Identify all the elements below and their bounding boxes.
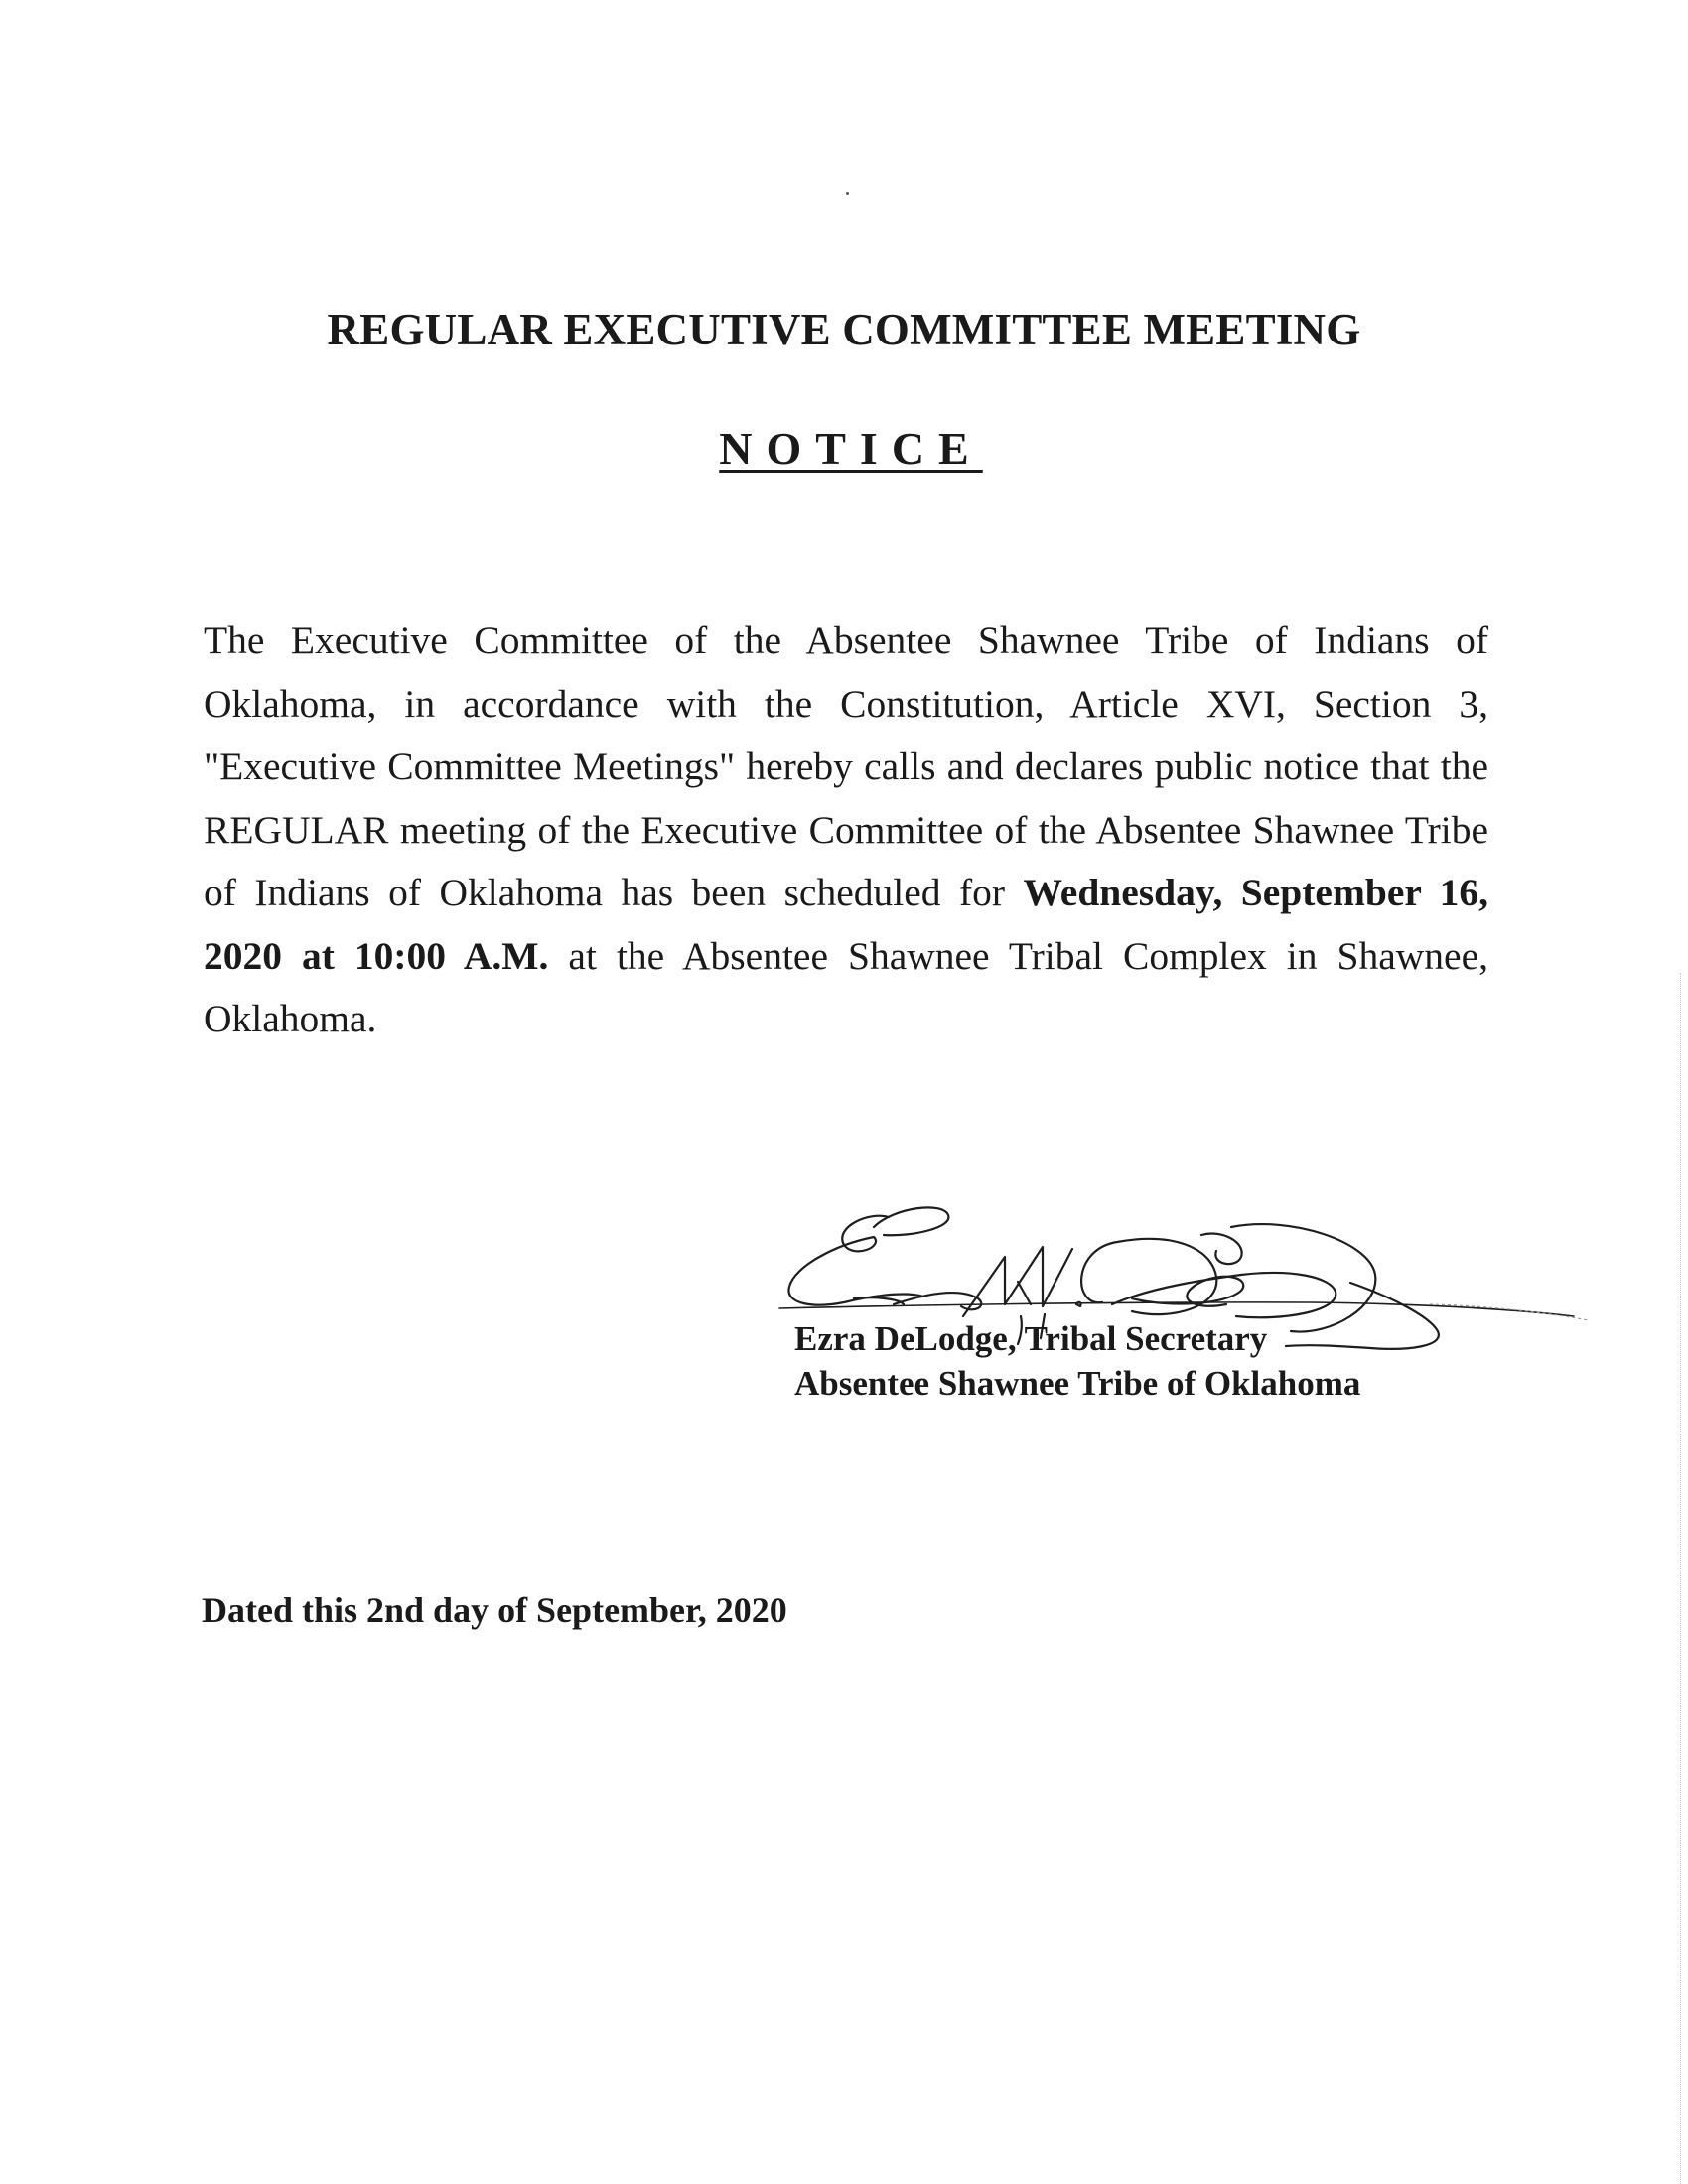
- scan-edge-artifact: [1680, 973, 1682, 2184]
- signatory-organization: Absentee Shawnee Tribe of Oklahoma: [794, 1364, 1361, 1403]
- notice-heading: [0, 421, 1688, 477]
- dated-line: Dated this 2nd day of September, 2020: [202, 1590, 787, 1630]
- signatory-name-title: Ezra DeLodge, Tribal Secretary: [794, 1319, 1268, 1358]
- notice-heading-text: NOTICE: [719, 423, 983, 474]
- notice-body-outro: at the Absentee Shawnee Tribal Complex in Shawnee, Oklahoma.: [204, 933, 1488, 1040]
- notice-body-intro: The Executive Committee of the Absentee Shawnee Tribe of Indians of Oklahoma, in accordance with the Constitution, Article XVI, Section 3, "Executive Committee Meetings" hereby calls and declares public notice that the REGULAR meeting of the Executive Committee of the Absentee Shawnee Tribe of Indians of Oklahoma has been scheduled for: [204, 618, 1488, 914]
- document-title: REGULAR EXECUTIVE COMMITTEE MEETING: [327, 305, 1361, 354]
- meeting-schedule: Wednesday, September 16, 2020 at 10:00 A.M.: [204, 871, 1488, 978]
- scan-speck: [846, 192, 849, 195]
- notice-body: [204, 610, 1488, 1051]
